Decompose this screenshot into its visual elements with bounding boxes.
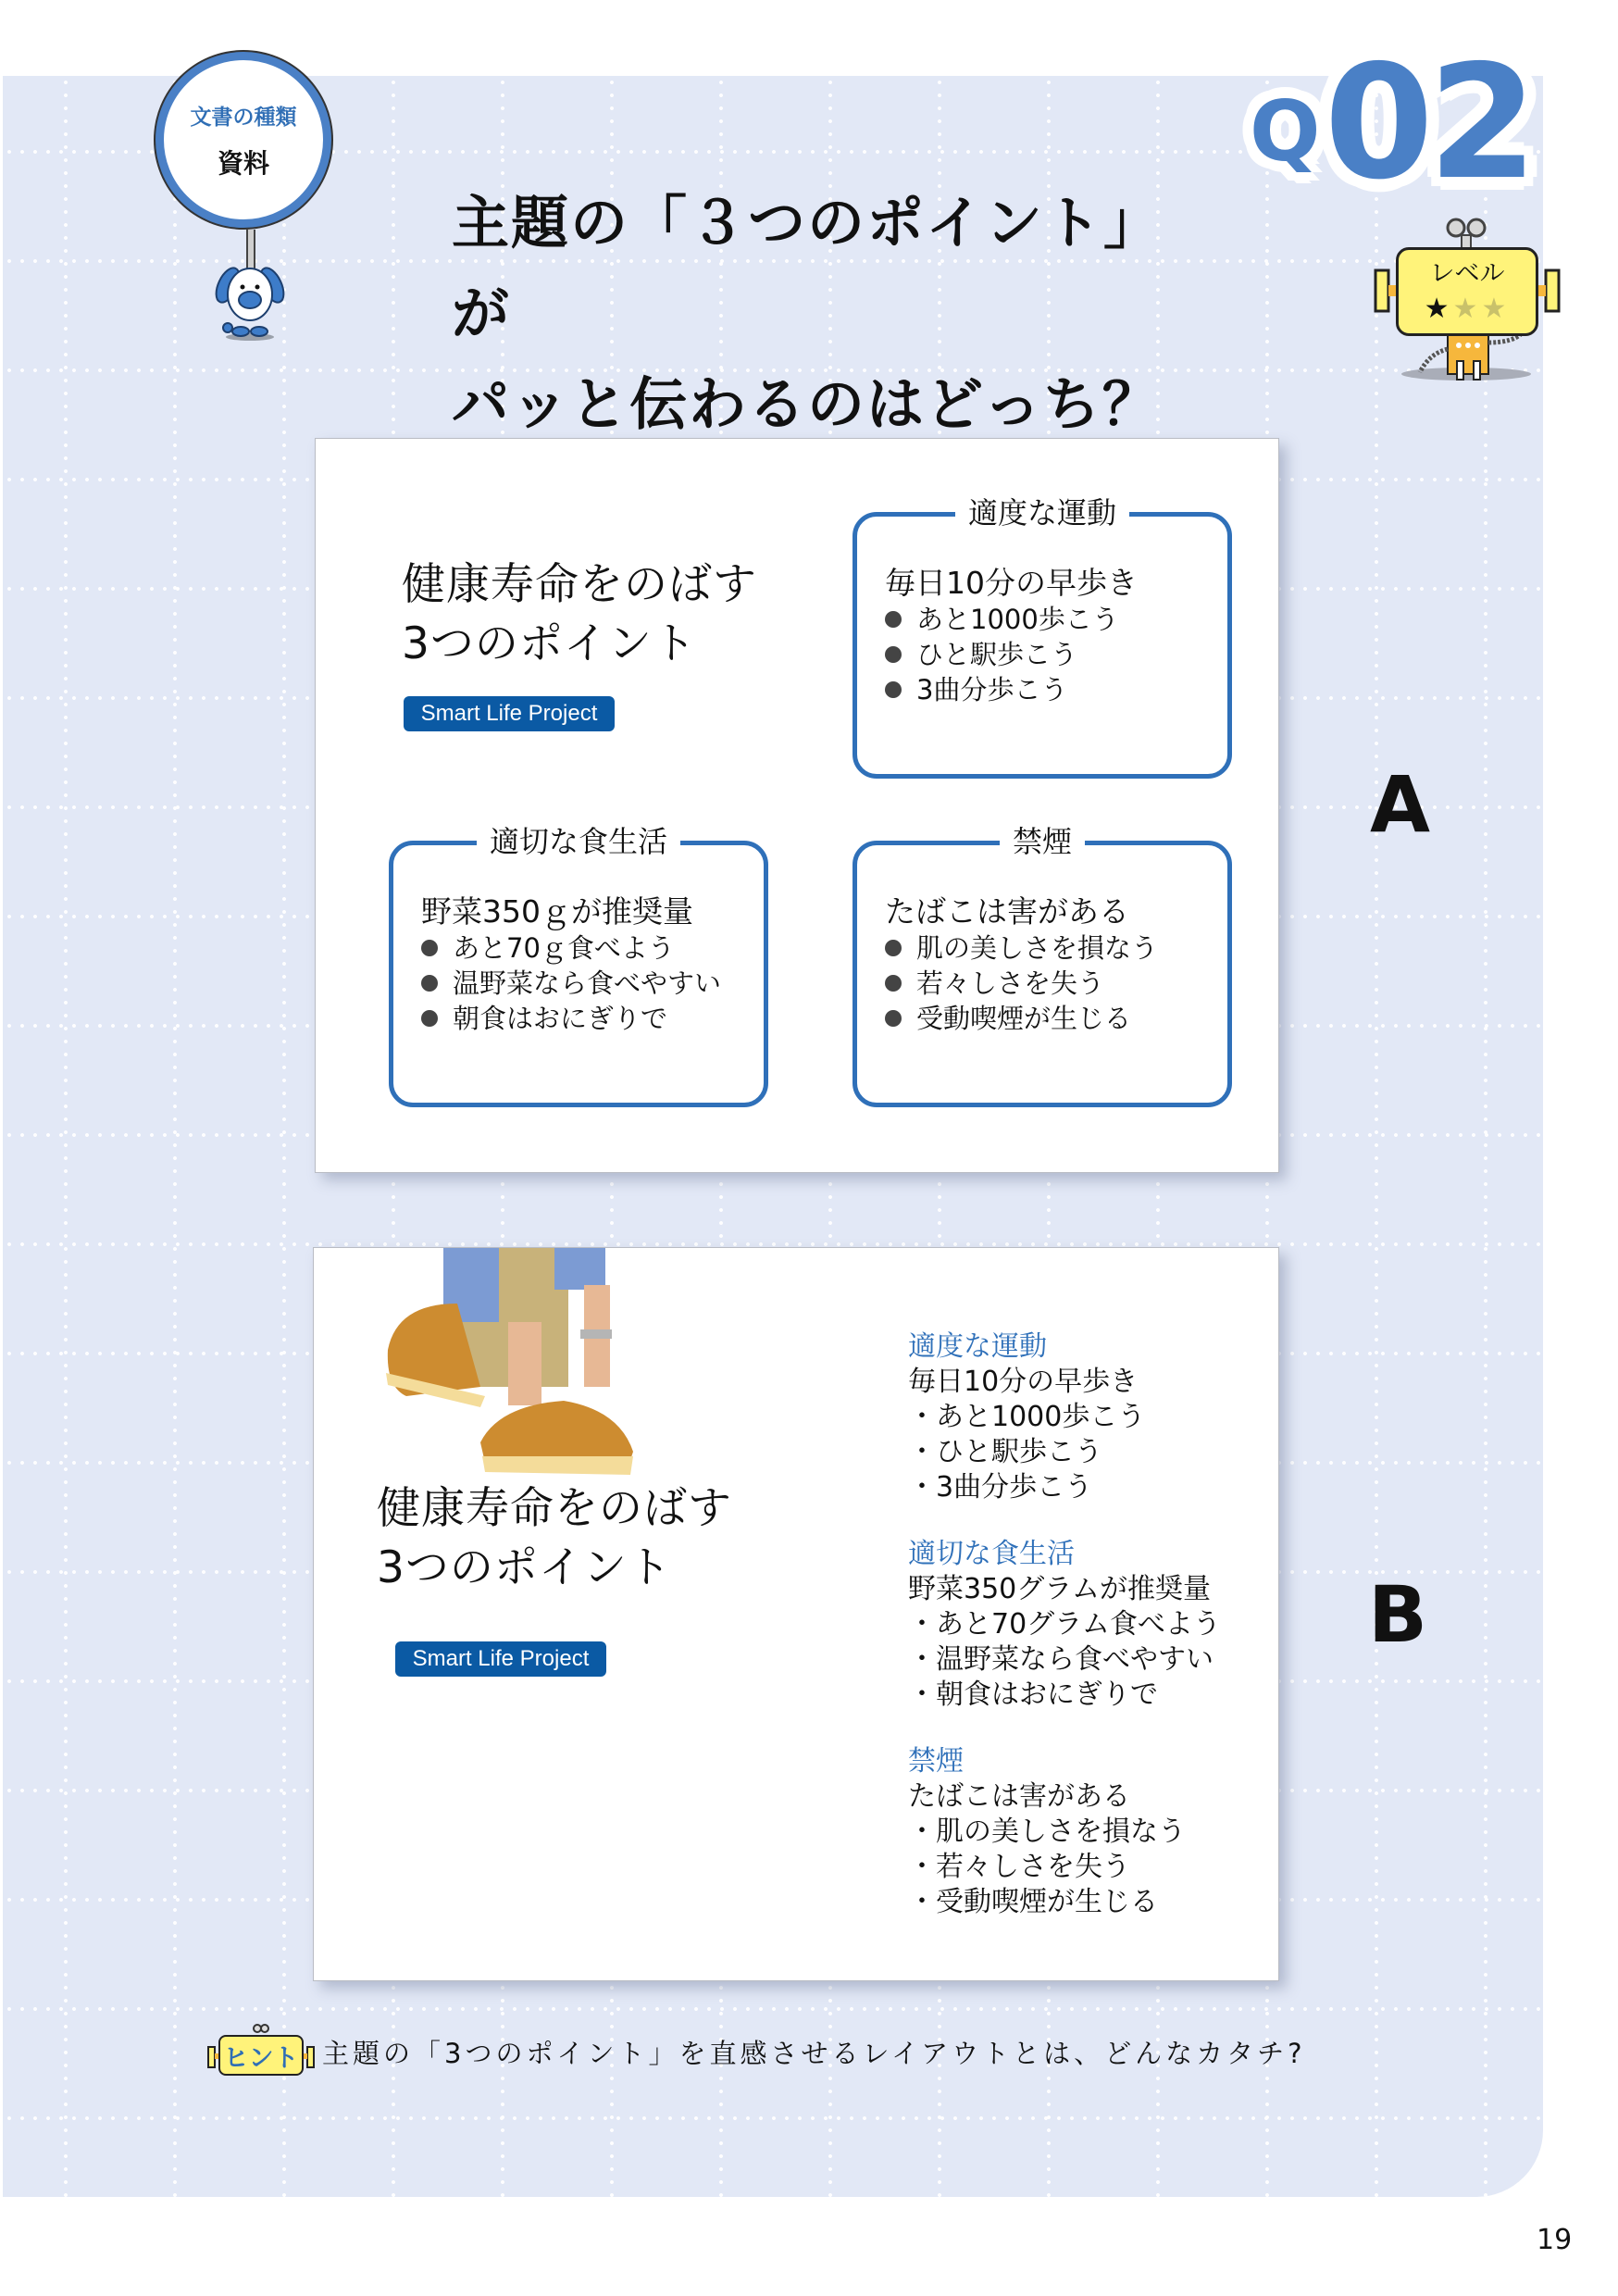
point-box-no-smoking	[853, 824, 1232, 1107]
star-empty-icon: ★★	[1452, 292, 1511, 325]
list-item: ・ 若々しさを失う	[908, 1850, 1221, 1885]
dog-mascot-icon	[204, 257, 296, 341]
bullet-icon	[885, 940, 902, 956]
box-heading: 適切な食生活	[477, 824, 680, 859]
document-type-badge	[156, 52, 331, 228]
list-item: ・ 受動喫煙が生じる	[908, 1885, 1221, 1920]
box-heading: 禁煙	[1000, 824, 1085, 859]
slide-b-title-line-1: 健康寿命をのばす	[377, 1483, 732, 1534]
box-heading: 適度な運動	[955, 495, 1129, 530]
list-item: ・ 朝食はおにぎりで	[908, 1678, 1221, 1713]
section-lead: たばこは害がある	[908, 1780, 1130, 1813]
slide-option-b	[313, 1247, 1279, 1981]
box-lead: 毎日10分の早歩き	[885, 565, 1138, 601]
level-panel	[1396, 247, 1538, 336]
bullet-icon	[885, 681, 902, 698]
section-lead: 毎日10分の早歩き	[908, 1366, 1139, 1398]
choice-label-a: A	[1370, 759, 1431, 850]
badge-label: 文書の種類	[190, 105, 297, 130]
list-item: あと1000歩こう	[885, 602, 1138, 637]
list-item: 受動喫煙が生じる	[885, 1001, 1158, 1036]
page-heading	[452, 178, 1211, 450]
list-item: 肌の美しさを損なう	[885, 930, 1158, 966]
level-stars	[1424, 292, 1511, 325]
list-item: 3曲分歩こう	[885, 672, 1138, 707]
section-lead: 野菜350グラムが推奨量	[908, 1573, 1211, 1605]
section-heading: 適切な食生活	[908, 1538, 1075, 1570]
level-robot	[1374, 215, 1568, 387]
list-item: ・ 肌の美しさを損なう	[908, 1815, 1221, 1850]
list-item: ・ あと1000歩こう	[908, 1400, 1221, 1435]
bullet-icon	[421, 1010, 438, 1027]
slide-b-title-line-2: 3つのポイント	[377, 1542, 672, 1593]
list-item: ・ ひと駅歩こう	[908, 1435, 1221, 1470]
section-no-smoking	[908, 1744, 1221, 1920]
hint-text: 主題の「3つのポイント」を直感させるレイアウトとは、どんなカタチ?	[322, 2037, 1306, 2069]
choice-label-b: B	[1368, 1569, 1428, 1660]
slide-option-a	[315, 438, 1279, 1173]
level-label: レベル	[1429, 258, 1505, 288]
smart-life-project-tag: Smart Life Project	[395, 1641, 606, 1677]
badge-value: 資料	[217, 147, 269, 179]
list-item: 温野菜なら食べやすい	[421, 966, 721, 1001]
slide-a-title-line-1: 健康寿命をのばす	[402, 559, 757, 610]
bullet-icon	[885, 646, 902, 663]
bullet-icon	[885, 1010, 902, 1027]
bullet-icon	[885, 975, 902, 992]
list-item: あと70ｇ食べよう	[421, 930, 721, 966]
shoe-photo-image	[369, 1248, 647, 1491]
bullet-icon	[885, 611, 902, 628]
question-number	[1250, 31, 1533, 215]
box-lead: 野菜350ｇが推奨量	[421, 893, 693, 930]
heading-line-1: 主題の「３つのポイント」が	[452, 189, 1164, 347]
list-item: ・ 3曲分歩こう	[908, 1470, 1221, 1505]
smart-life-project-tag: Smart Life Project	[404, 696, 615, 731]
list-item: ひと駅歩こう	[885, 637, 1138, 672]
question-prefix: Q	[1250, 83, 1321, 181]
hint-robot	[205, 2024, 317, 2079]
list-item: ・ あと70グラム食べよう	[908, 1607, 1221, 1642]
section-diet	[908, 1537, 1221, 1713]
slide-b-title	[377, 1479, 732, 1598]
list-item: 若々しさを失う	[885, 966, 1158, 1001]
hint-label: ヒント	[218, 2035, 304, 2076]
bullet-icon	[421, 940, 438, 956]
point-box-exercise	[853, 495, 1232, 779]
section-exercise	[908, 1329, 1221, 1505]
box-lead: たばこは害がある	[885, 893, 1129, 930]
slide-a-title	[402, 555, 757, 674]
list-item: ・ 温野菜なら食べやすい	[908, 1642, 1221, 1678]
page-number: 19	[1537, 2224, 1573, 2256]
heading-line-2: パッと伝わるのはどっち？	[452, 370, 1162, 438]
question-digits: 02	[1324, 31, 1533, 215]
list-item: 朝食はおにぎりで	[421, 1001, 721, 1036]
star-filled-icon: ★	[1424, 292, 1453, 325]
points-list	[908, 1329, 1221, 1952]
bullet-icon	[421, 975, 438, 992]
section-heading: 禁煙	[908, 1745, 964, 1778]
point-box-diet	[389, 824, 768, 1107]
slide-a-title-line-2: 3つのポイント	[402, 618, 697, 669]
section-heading: 適度な運動	[908, 1330, 1047, 1363]
hint-bar	[205, 2024, 1306, 2079]
